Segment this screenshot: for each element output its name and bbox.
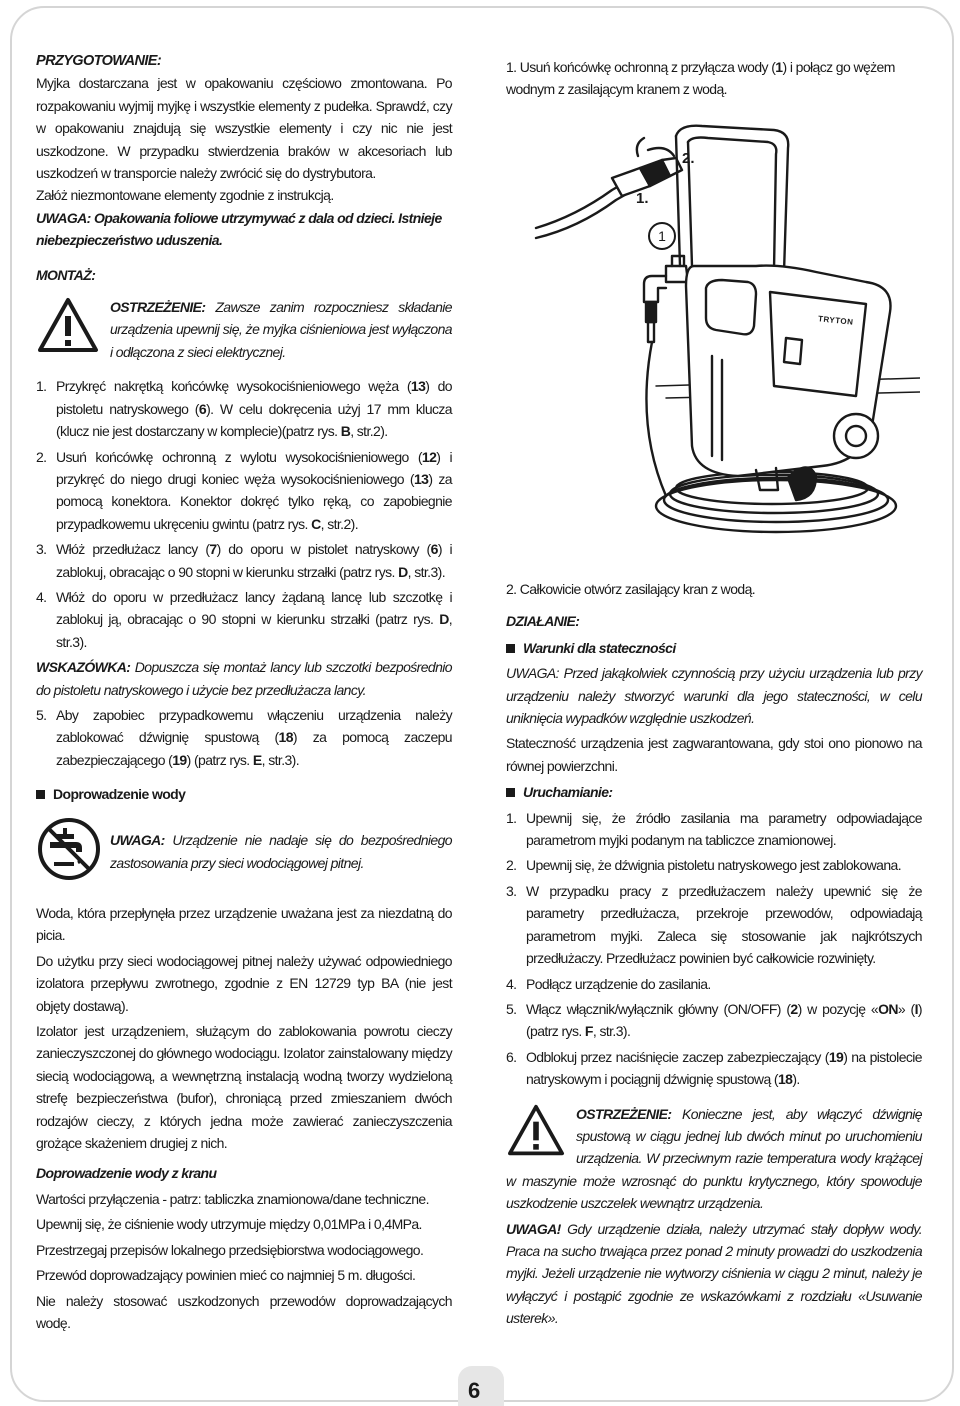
water-warning-label: UWAGA:	[110, 832, 165, 849]
figure-label-1: 1.	[636, 190, 649, 207]
right-column-lower	[506, 578, 922, 1330]
water-connection-step-2: 2. Całkowicie otwórz zasilający kran z wodą.	[506, 581, 756, 597]
start-step-5: 5. Włącz włącznik/wyłącznik główny (ON/OFF) (2) w pozycję «ON» (I)(patrz rys. F, str.3).	[506, 1000, 922, 1040]
tip-text: Dopuszcza się montaż lancy lub szczotki bezpośrednio do pistoletu natryskowego i użycie bez przedłużacza lancy.	[36, 659, 452, 698]
warning-triangle-icon	[36, 296, 96, 363]
operation-warning	[506, 1103, 922, 1330]
water-connection-step-1: 1. Usuń końcówkę ochronną z przyłącza wody (1) i połącz go wężem wodnym z zasilającym kranem z wodą.	[506, 59, 895, 98]
operation-warning-2-label: UWAGA!	[506, 1220, 561, 1237]
assembly-warning	[36, 296, 452, 363]
start-step-1: 1. Upewnij się, że źródło zasilania ma parametry odpowiadające parametrom myjki podanym na tabliczce znamionowej.	[506, 809, 922, 849]
stability-text: Stateczność urządzenia jest zagwarantowana, gdy stoi ono pionowo na równej powierzchni.	[506, 735, 922, 774]
water-warning	[36, 816, 452, 888]
tap-paragraph-5: Nie należy stosować uszkodzonych przewodów doprowadzających wodę.	[36, 1292, 452, 1331]
right-column	[506, 56, 922, 101]
start-step-4: 4. Podłącz urządzenie do zasilania.	[506, 975, 711, 992]
assembly-step-1: 1. Przykręć nakrętką końcówkę wysokociśnieniowego węża (13) do pistoletu natryskowego (6). W celu dokręcenia użyj 17 mm klucza (klucz nie jest dostarczany w komplecie)(patrz rys. B, str.2).	[36, 378, 452, 440]
brand-logo: TRYTON	[817, 314, 854, 327]
prep-text: Myjka dostarczana jest w opakowaniu częściowo zmontowana. Po rozpakowaniu wyjmij myjkę i wszystkie elementy z pudełka. Sprawdź, czy w opakowaniu znajdują się wszystkie elementy i czy nic nie jest uszkodzone. W przypadku stwierdzenia braków w akcesoriach lub uszkodzeń w transporcie należy zwrócić się do dystrybutora.	[36, 75, 452, 182]
start-step-3: 3. W przypadku pracy z przedłużaczem należy upewnić się że parametry przedłużacza, przekroje przewodów, odpowiadają parametrom myjki. Zaleca się stosowanie jak najkrótszych przedłużaczy. Przedłużacz powinien być całkowicie rozwinięty.	[506, 882, 922, 967]
tap-paragraph-2: Upewnij się, że ciśnienie wody utrzymuje między 0,01MPa i 0,4MPa.	[36, 1216, 422, 1233]
tip-label: WSKAZÓWKA:	[36, 659, 131, 676]
square-bullet-icon	[36, 790, 45, 799]
assembly-heading: MONTAŻ:	[36, 266, 96, 283]
water-warning-text: Urządzenie nie nadaje się do bezpośredniego zastosowania przy sieci wodociągowej pitnej.	[110, 832, 452, 871]
assembly-warning-label: OSTRZEŻENIE:	[110, 299, 206, 316]
water-paragraph-3: Izolator jest urządzeniem, służącym do zablokowania powrotu cieczy zanieczyszczonej do głównego wodociągu. Izolator zainstalowany między siecią wodociągową, a wewnętrzną instalacją wodną tworzy wydzieloną strefę bezpieczeństwa (bufor), chroniącą przed zmieszaniem dwóch rodzajów cieczy, z których jedna może zawierać zanieczyszczenia grożące skażeniem drugiej z nich.	[36, 1023, 452, 1152]
assembly-step-2: 2. Usuń końcówkę ochronną z wylotu wysokociśnieniowego (12) i przykręć do niego drugi koniec węża wysokociśnieniowego (13) za pomocą konektora. Konektor dokręć tylko ręką, co zapobiegnie przypadkowemu ukręceniu gwintu (patrz rys. C, str.2).	[36, 448, 452, 532]
page-number: 6	[468, 1378, 481, 1403]
square-bullet-icon	[506, 644, 515, 653]
prep-text-2: Załóż niezmontowane elementy zgodnie z instrukcją.	[36, 187, 334, 204]
assembly-step-5: 5. Aby zapobiec przypadkowemu włączeniu urządzenia należy zablokować dźwignię spustową (18) za pomocą zaczepu zabezpieczającego (19) (patrz rys. E, str.3).	[36, 706, 452, 768]
left-column	[36, 50, 452, 1334]
water-paragraph-2: Do użytku przy sieci wodociągowej pitnej należy używać odpowiedniego izolatora przepływu zwrotnego, zgodnie z EN 12729 typ BA (nie jest objęty dostawą).	[36, 952, 452, 1014]
tap-paragraph-4: Przewód doprowadzający powinien mieć co najmniej 5 m. długości.	[36, 1267, 416, 1284]
operation-warning-text: Konieczne jest, aby włączyć dźwignię spustową w ciągu jednej lub dwóch minut po uruchomieniu urządzenia. W przeciwnym razie temperatura wody krążącej w maszynie może wzrosnąć do punktu krytycznego, który spowoduje uszkodzenie uszczelek wewnątrz urządzenia.	[506, 1105, 922, 1212]
operation-heading: DZIAŁANIE:	[506, 613, 580, 630]
stability-heading: Warunki dla stateczności	[506, 637, 922, 659]
prep-warning: UWAGA: Opakowania foliowe utrzymywać z dala od dzieci. Istnieje niebezpieczeństwo uduszenia.	[36, 209, 442, 249]
prep-heading: PRZYGOTOWANIE:	[36, 53, 162, 69]
water-paragraph-1: Woda, która przepłynęła przez urządzenie uważana jest za niezdatną do picia.	[36, 905, 452, 944]
figure-label-2: 2.	[682, 150, 695, 167]
start-step-6: 6. Odblokuj przez naciśnięcie zaczep zabezpieczający (19) na pistolecie natryskowym i pociągnij dźwignię spustową (18).	[506, 1048, 922, 1088]
stability-warning: UWAGA: Przed jakąkolwiek czynnością przy użyciu urządzenia lub przy urządzeniu należy stworzyć warunki dla jego stateczności, w celu uniknięcia wypadków względnie uszkodzeń.	[506, 665, 922, 727]
water-heading: Doprowadzenie wody	[36, 783, 452, 805]
operation-warning-2-text: Gdy urządzenie działa, należy utrzymać stały dopływ wody. Praca na sucho trwająca przez ponad 2 minuty prowadzi do uszkodzenia myjki. Jeżeli urządzenie nie wytworzy ciśnienia w ciągu 2 minut, należy je wyłączyć i postąpić zgodnie ze wskazówkami z rozdziału «Usuwanie usterek».	[506, 1220, 922, 1327]
assembly-step-4: 4. Włóż do oporu w przedłużacz lancy żądaną lancę lub szczotkę i zablokuj ją, obracając o 90 stopni w kierunku strzałki (patrz rys. D, str.3).	[36, 588, 452, 650]
warning-triangle-icon	[506, 1103, 566, 1167]
no-drinking-water-icon	[36, 816, 96, 888]
tap-paragraph-1: Wartości przyłączenia - patrz: tabliczka znamionowa/dane techniczne.	[36, 1190, 429, 1207]
square-bullet-icon	[506, 788, 515, 797]
tap-heading: Doprowadzenie wody z kranu	[36, 1165, 217, 1182]
tip	[36, 656, 452, 701]
start-heading: Uruchamianie:	[506, 781, 922, 803]
assembly-step-3: 3. Włóż przedłużacz lancy (7) do oporu w pistolet natryskowy (6) i zablokuj, obracając o 90 stopni w kierunku strzałki (patrz rys. D, str.3).	[36, 541, 452, 580]
assembly-warning-text: Zawsze zanim rozpoczniesz składanie urządzenia upewnij się, że myjka ciśnieniowa jest wyłączona i odłączona z sieci elektrycznej.	[110, 299, 452, 360]
tap-paragraph-3: Przestrzegaj przepisów lokalnego przedsiębiorstwa wodociągowego.	[36, 1241, 424, 1258]
page-number-tab	[458, 1366, 504, 1406]
operation-warning-label: OSTRZEŻENIE:	[576, 1105, 672, 1122]
start-step-2: 2. Upewnij się, że dźwignia pistoletu natryskowego jest zablokowana.	[506, 857, 901, 874]
pressure-washer-illustration	[516, 116, 920, 556]
figure-callout-1: 1	[648, 222, 676, 250]
